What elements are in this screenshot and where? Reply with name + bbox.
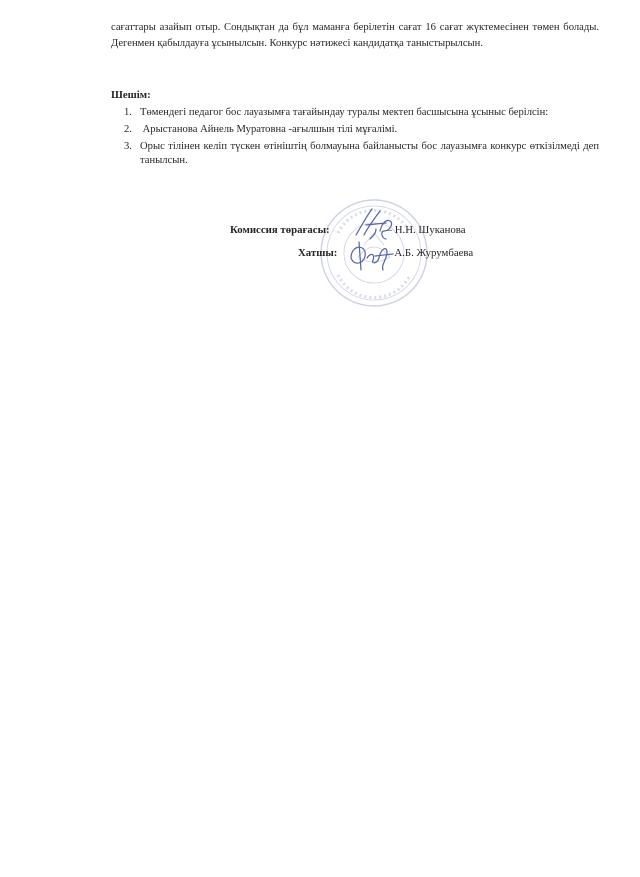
list-item-number: 1.: [124, 107, 132, 118]
list-item: [111, 123, 599, 137]
list-item-number: 3.: [124, 141, 132, 152]
decision-list: [111, 106, 599, 171]
list-item: [111, 140, 599, 168]
list-item-text: Арыстанова Айнель Муратовна -ағылшын тілі мұғалімі.: [140, 124, 398, 135]
list-item-text: Орыс тілінен келіп түскен өтініштің болмауына байланысты бос лауазымға конкурс өткізілмеді деп танылсын.: [140, 141, 599, 166]
secretary-role-label: Хатшы:: [298, 247, 338, 259]
secretary-name: А.Б. Журумбаева: [394, 247, 474, 259]
intro-paragraph: сағаттары азайып отыр. Сондықтан да бұл маманға берілетін сағат 16 сағат жүктемесінен төмен болады. Дегенмен қабылдауға ұсынылсын. Конкурс нәтижесі кандидатқа таныстырылсын.: [111, 22, 599, 49]
chair-signature-row: [230, 224, 466, 236]
list-item: [111, 106, 599, 120]
chair-role-label: Комиссия төрағасы:: [230, 224, 330, 236]
list-item-text: Төмендегі педагог бос лауазымға тағайындау туралы мектеп басшысына ұсыныс берілсін:: [140, 107, 549, 118]
list-item-number: 2.: [124, 124, 132, 135]
decision-heading: Шешім:: [111, 89, 151, 101]
chair-name: – Н.Н. Шуканова: [386, 224, 466, 236]
secretary-signature-row: [298, 247, 473, 259]
